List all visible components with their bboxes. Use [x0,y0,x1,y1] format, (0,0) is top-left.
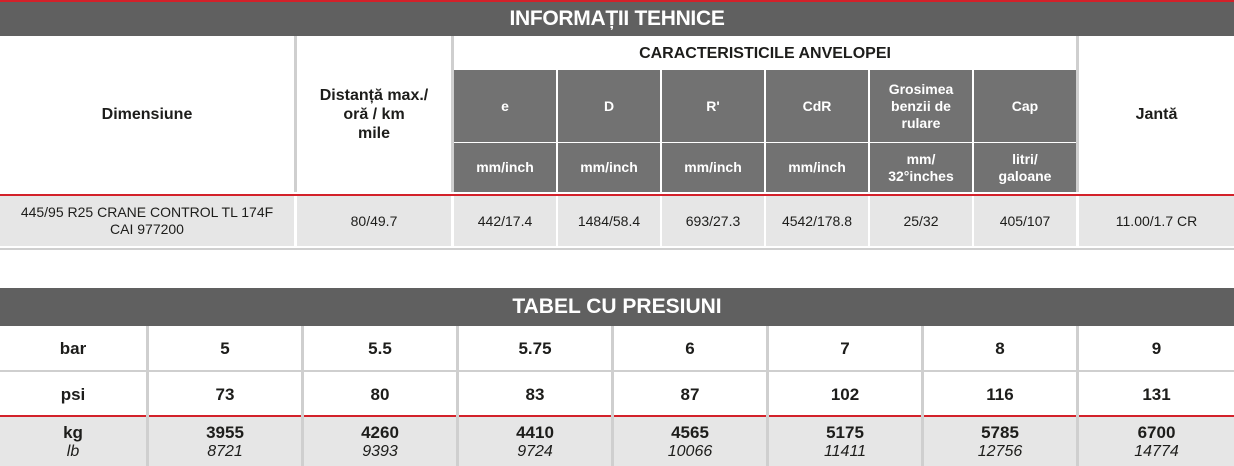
load-value [614,417,766,466]
psi-value: 83 [525,384,545,404]
header-tread-depth [870,70,972,142]
header-r-label: R' [706,97,720,114]
unit-d [558,143,660,192]
header-tread-depth-label: Grosimea benzii de rulare [888,80,954,131]
header-dimension-label: Dimensiune [101,105,193,123]
column-divider [456,326,459,466]
table-bottom-line [0,248,1234,250]
unit-e-label: mm/inch [476,159,534,175]
cell-tread-depth: 25/32 [870,196,972,246]
pressure-row-load [0,417,1234,466]
unit-r [662,143,764,192]
cell-dimension: 445/95 R25 CRANE CONTROL TL 174F CAI 977200 [0,196,294,246]
lb-value: 11411 [823,442,867,460]
bar-value: 5 [220,338,230,358]
kg-value: 3955 [206,422,244,442]
kg-value: 6700 [1137,422,1176,442]
pressure-table-title: TABEL CU PRESIUNI [0,288,1234,326]
bar-value: 7 [840,338,850,358]
unit-d-label: mm/inch [580,159,638,175]
load-value [149,417,301,466]
cell-capacity: 405/107 [974,196,1076,246]
bar-value: 6 [685,338,695,358]
technical-info-title: INFORMAȚII TEHNICE [0,2,1234,36]
unit-r-label: mm/inch [684,159,742,175]
header-capacity-label: Cap [1011,97,1039,114]
column-divider [921,326,924,466]
unit-cdr [766,143,868,192]
load-value [769,417,921,466]
lb-value: 10066 [667,442,713,460]
header-capacity [974,70,1076,142]
cell-d: 1484/58.4 [558,196,660,246]
row-label-psi-text: psi [60,384,86,404]
bar-value: 8 [995,338,1005,358]
bar-value: 5.75 [518,338,552,358]
kg-value: 4565 [671,422,709,442]
psi-value: 102 [830,384,860,404]
load-value [924,417,1076,466]
load-value [459,417,611,466]
header-d [558,70,660,142]
unit-capacity-label: litri/ galoane [998,150,1052,184]
psi-value: 87 [680,384,700,404]
header-tire-characteristics [454,36,1076,70]
row-label-lb-text: lb [66,442,80,460]
unit-capacity [974,143,1076,192]
pressure-row-psi [0,372,1234,416]
psi-value: 116 [986,384,1014,404]
column-divider [301,326,304,466]
header-cdr [766,70,868,142]
row-label-bar [0,326,146,370]
psi-value: 80 [370,384,390,404]
load-value [304,417,456,466]
bar-value: 9 [1151,338,1162,358]
cell-r: 693/27.3 [662,196,764,246]
kg-value: 4260 [361,422,399,442]
header-e [454,70,556,142]
header-rim [1079,36,1234,192]
column-divider [146,326,149,466]
lb-value: 9393 [362,442,398,460]
load-value [1079,417,1234,466]
cell-e: 442/17.4 [454,196,556,246]
lb-value: 12756 [977,442,1023,460]
unit-cdr-label: mm/inch [788,159,846,175]
row-label-bar-text: bar [59,338,87,358]
psi-value: 131 [1142,384,1171,404]
pressure-row-bar [0,326,1234,370]
technical-info-header [0,36,1234,192]
row-label-load [0,417,146,466]
cell-cdr: 4542/178.8 [766,196,868,246]
lb-value: 14774 [1134,442,1179,460]
psi-value: 73 [215,384,235,404]
kg-value: 4410 [516,422,554,442]
header-distance-label: Distanță max./ oră / km mile [319,86,429,142]
header-tire-characteristics-label: CARACTERISTICILE ANVELOPEI [639,44,891,62]
column-divider [1076,326,1079,466]
header-d-label: D [603,97,615,114]
pressure-table [0,288,1234,466]
bar-value: 5.5 [368,338,392,358]
cell-distance: 80/49.7 [297,196,451,246]
lb-value: 8721 [207,442,243,460]
column-divider [611,326,614,466]
kg-value: 5175 [826,422,864,442]
header-distance [297,36,451,192]
header-rim-label: Jantă [1135,105,1178,123]
row-label-kg-text: kg [63,422,83,442]
header-cdr-label: CdR [802,97,832,114]
column-divider [766,326,769,466]
header-e-label: e [501,97,509,114]
row-label-psi [0,372,146,416]
header-dimension [0,36,294,192]
lb-value: 9724 [517,442,553,460]
table-row [0,196,1234,248]
unit-tread-depth-label: mm/ 32°inches [888,150,954,184]
unit-tread-depth [870,143,972,192]
header-r [662,70,764,142]
cell-rim: 11.00/1.7 CR [1079,196,1234,246]
unit-e [454,143,556,192]
kg-value: 5785 [981,422,1019,442]
